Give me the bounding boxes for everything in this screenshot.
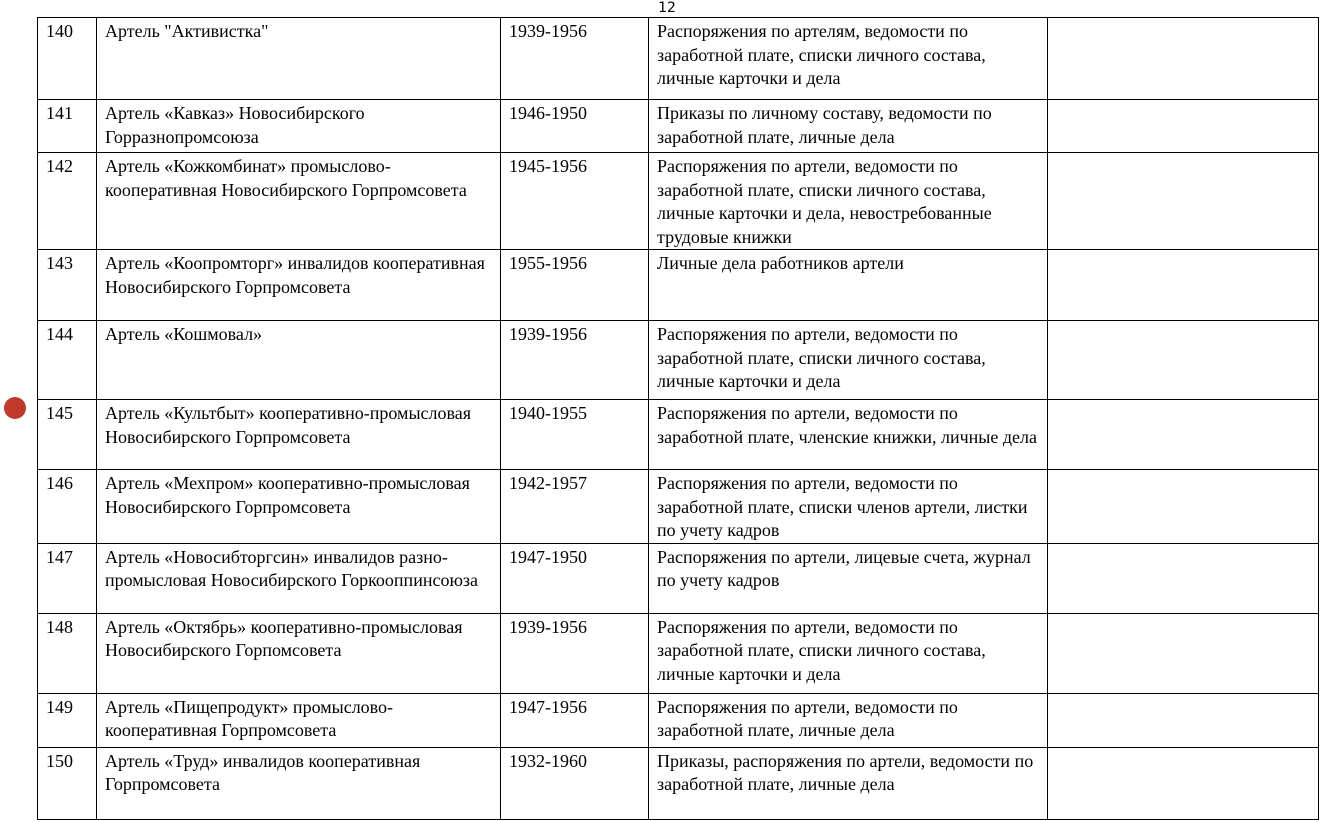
organization-name: Артель «Новосибторгсин» инвалидов разно-промысловая Новосибирского Горкооппинсоюза: [97, 543, 501, 613]
row-number: 146: [38, 470, 97, 544]
date-range: 1939-1956: [501, 18, 649, 100]
note-cell: [1048, 470, 1319, 544]
row-number: 149: [38, 693, 97, 747]
organization-name: Артель "Активистка": [97, 18, 501, 100]
organization-name: Артель «Культбыт» кооперативно-промысловая Новосибирского Горпромсовета: [97, 400, 501, 470]
documents-content: Приказы, распоряжения по артели, ведомости по заработной плате, личные дела: [649, 747, 1048, 819]
table-row: [38, 250, 1319, 321]
row-number: 140: [38, 18, 97, 100]
documents-content: Распоряжения по артели, лицевые счета, журнал по учету кадров: [649, 543, 1048, 613]
table-row: [38, 613, 1319, 693]
date-range: 1946-1950: [501, 100, 649, 153]
row-number: 150: [38, 747, 97, 819]
organization-name: Артель «Коопромторг» инвалидов кооперативная Новосибирского Горпромсовета: [97, 250, 501, 321]
note-cell: [1048, 693, 1319, 747]
documents-content: Личные дела работников артели: [649, 250, 1048, 321]
table-row: [38, 693, 1319, 747]
row-number: 143: [38, 250, 97, 321]
note-cell: [1048, 153, 1319, 250]
documents-content: Распоряжения по артели, ведомости по заработной плате, списки членов артели, листки по учету кадров: [649, 470, 1048, 544]
row-number: 148: [38, 613, 97, 693]
row-number: 145: [38, 400, 97, 470]
date-range: 1942-1957: [501, 470, 649, 544]
organization-name: Артель «Мехпром» кооперативно-промысловая Новосибирского Горпромсовета: [97, 470, 501, 544]
table-row: [38, 321, 1319, 400]
archive-table: [37, 17, 1319, 820]
table-row: [38, 543, 1319, 613]
documents-content: Распоряжения по артели, ведомости по заработной плате, членские книжки, личные дела: [649, 400, 1048, 470]
documents-content: Распоряжения по артели, ведомости по заработной плате, списки личного состава, личные карточки и дела, невостребованные трудовые книжки: [649, 153, 1048, 250]
documents-content: Приказы по личному составу, ведомости по заработной плате, личные дела: [649, 100, 1048, 153]
table-row: [38, 747, 1319, 819]
date-range: 1947-1950: [501, 543, 649, 613]
date-range: 1940-1955: [501, 400, 649, 470]
table-row: [38, 100, 1319, 153]
table-row: [38, 153, 1319, 250]
note-cell: [1048, 250, 1319, 321]
organization-name: Артель «Кошмовал»: [97, 321, 501, 400]
date-range: 1939-1956: [501, 613, 649, 693]
page-number: 12: [658, 0, 676, 16]
note-cell: [1048, 613, 1319, 693]
row-number: 147: [38, 543, 97, 613]
note-cell: [1048, 100, 1319, 153]
row-number: 141: [38, 100, 97, 153]
documents-content: Распоряжения по артели, ведомости по заработной плате, личные дела: [649, 693, 1048, 747]
organization-name: Артель «Пищепродукт» промыслово-кооперативная Горпромсовета: [97, 693, 501, 747]
note-cell: [1048, 543, 1319, 613]
note-cell: [1048, 400, 1319, 470]
note-cell: [1048, 321, 1319, 400]
organization-name: Артель «Кожкомбинат» промыслово-кооперативная Новосибирского Горпромсовета: [97, 153, 501, 250]
documents-content: Распоряжения по артелям, ведомости по заработной плате, списки личного состава, личные карточки и дела: [649, 18, 1048, 100]
date-range: 1932-1960: [501, 747, 649, 819]
red-marker-dot: [4, 397, 26, 419]
date-range: 1945-1956: [501, 153, 649, 250]
documents-content: Распоряжения по артели, ведомости по заработной плате, списки личного состава, личные карточки и дела: [649, 613, 1048, 693]
table-row: [38, 400, 1319, 470]
organization-name: Артель «Труд» инвалидов кооперативная Горпромсовета: [97, 747, 501, 819]
date-range: 1939-1956: [501, 321, 649, 400]
row-number: 142: [38, 153, 97, 250]
organization-name: Артель «Октябрь» кооперативно-промысловая Новосибирского Горпомсовета: [97, 613, 501, 693]
note-cell: [1048, 747, 1319, 819]
date-range: 1955-1956: [501, 250, 649, 321]
date-range: 1947-1956: [501, 693, 649, 747]
table-row: [38, 470, 1319, 544]
organization-name: Артель «Кавказ» Новосибирского Горразнопромсоюза: [97, 100, 501, 153]
note-cell: [1048, 18, 1319, 100]
table-row: [38, 18, 1319, 100]
row-number: 144: [38, 321, 97, 400]
documents-content: Распоряжения по артели, ведомости по заработной плате, списки личного состава, личные карточки и дела: [649, 321, 1048, 400]
